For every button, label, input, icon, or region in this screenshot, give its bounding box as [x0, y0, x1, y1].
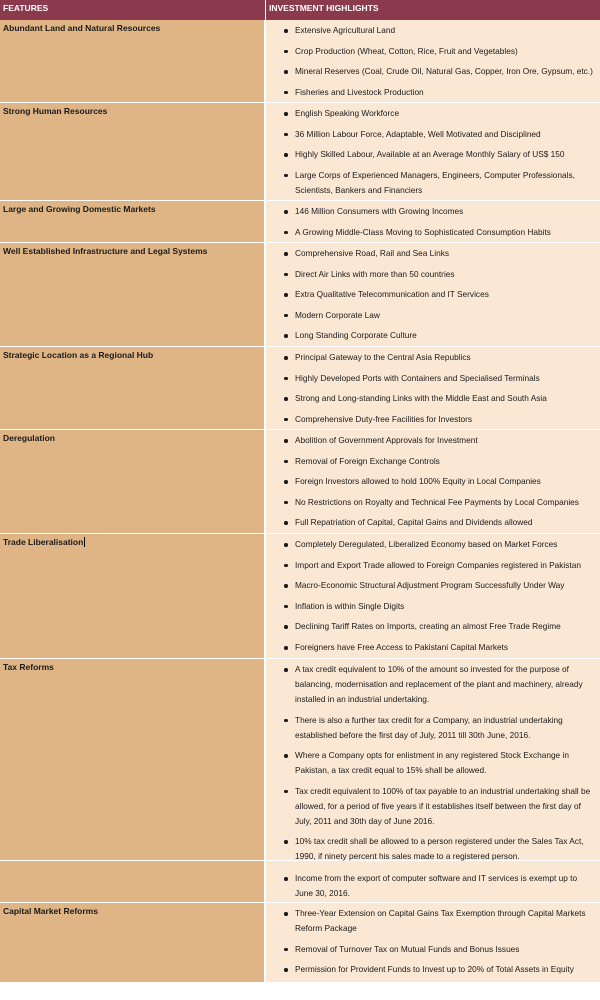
highlights-list: [266, 537, 596, 655]
highlights-cell: [266, 201, 600, 242]
highlights-cell: [266, 861, 600, 902]
feature-label: Strong Human Resources: [3, 106, 108, 116]
list-item: Fisheries and Livestock Production: [295, 85, 596, 100]
feature-cell: [0, 659, 266, 860]
text-cursor: [84, 537, 85, 547]
feature-label: Deregulation: [3, 433, 55, 443]
table-row: [0, 201, 600, 243]
highlights-cell: [266, 103, 600, 200]
list-item: Mineral Reserves (Coal, Crude Oil, Natural Gas, Copper, Iron Ore, Gypsum, etc.): [295, 64, 596, 79]
highlights-cell: [266, 430, 600, 533]
list-item: Completely Deregulated, Liberalized Economy based on Market Forces: [295, 537, 596, 552]
list-item: 146 Million Consumers with Growing Incomes: [295, 204, 596, 219]
list-item: Strong and Long-standing Links with the Middle East and South Asia: [295, 391, 596, 406]
list-item: Inflation is within Single Digits: [295, 599, 596, 614]
list-item: Declining Tariff Rates on Imports, creating an almost Free Trade Regime: [295, 619, 596, 634]
feature-label: Trade Liberalisation: [3, 537, 84, 547]
list-item: Extra Qualitative Telecommunication and IT Services: [295, 287, 596, 302]
table-body: [0, 20, 600, 983]
list-item: Three-Year Extension on Capital Gains Tax Exemption through Capital Markets Reform Package: [295, 906, 596, 936]
list-item: Principal Gateway to the Central Asia Republics: [295, 350, 596, 365]
feature-cell: [0, 861, 266, 902]
table-row: [0, 430, 600, 534]
table-row: [0, 861, 600, 903]
list-item: A Growing Middle-Class Moving to Sophisticated Consumption Habits: [295, 225, 596, 240]
list-item: Highly Skilled Labour, Available at an Average Monthly Salary of US$ 150: [295, 147, 596, 162]
list-item: Abolition of Government Approvals for Investment: [295, 433, 596, 448]
highlights-list: [266, 204, 596, 240]
feature-cell: [0, 103, 266, 200]
list-item: Full Repatriation of Capital, Capital Gains and Dividends allowed: [295, 515, 596, 530]
feature-label: Abundant Land and Natural Resources: [3, 23, 161, 33]
list-item: Permission for Provident Funds to Invest up to 20% of Total Assets in Equity: [295, 962, 596, 977]
highlights-cell: [266, 903, 600, 982]
list-item: Highly Developed Ports with Containers and Specialised Terminals: [295, 371, 596, 386]
table-row: [0, 534, 600, 659]
highlights-list: [266, 246, 596, 343]
highlights-list: [266, 662, 596, 864]
highlights-list: [266, 106, 596, 198]
list-item: English Speaking Workforce: [295, 106, 596, 121]
list-item: Comprehensive Road, Rail and Sea Links: [295, 246, 596, 261]
feature-label: Capital Market Reforms: [3, 906, 98, 916]
highlights-cell: [266, 347, 600, 429]
list-item: Large Corps of Experienced Managers, Engineers, Computer Professionals, Scientists, Bankers and Financiers: [295, 168, 596, 198]
table-header: [0, 0, 600, 20]
list-item: 10% tax credit shall be allowed to a person registered under the Sales Tax Act, 1990, if ninety percent his sales made to a registered person.: [295, 834, 596, 864]
list-item: No Restrictions on Royalty and Technical Fee Payments by Local Companies: [295, 495, 596, 510]
highlights-cell: [266, 20, 600, 102]
highlights-list: [266, 906, 596, 977]
list-item: Where a Company opts for enlistment in any registered Stock Exchange in Pakistan, a tax credit equal to 15% shall be allowed.: [295, 748, 596, 778]
feature-label: Well Established Infrastructure and Legal Systems: [3, 246, 208, 256]
list-item: Macro-Economic Structural Adjustment Program Successfully Under Way: [295, 578, 596, 593]
features-column-header: FEATURES: [0, 0, 266, 20]
list-item: Direct Air Links with more than 50 countries: [295, 267, 596, 282]
table-row: [0, 243, 600, 347]
feature-cell: [0, 201, 266, 242]
feature-cell: [0, 20, 266, 102]
highlights-cell: [266, 659, 600, 860]
table-row: [0, 347, 600, 430]
list-item: Foreign Investors allowed to hold 100% Equity in Local Companies: [295, 474, 596, 489]
feature-cell: [0, 347, 266, 429]
highlights-column-header: INVESTMENT HIGHLIGHTS: [269, 3, 379, 13]
list-item: A tax credit equivalent to 10% of the amount so invested for the purpose of balancing, modernisation and replacement of the plant and machinery, already installed in an industrial undertaking.: [295, 662, 596, 707]
table-row: [0, 103, 600, 201]
highlights-cell: [266, 243, 600, 346]
table-row: [0, 903, 600, 983]
highlights-cell: [266, 534, 600, 658]
highlights-list: [266, 433, 596, 530]
list-item: 36 Million Labour Force, Adaptable, Well Motivated and Disciplined: [295, 127, 596, 142]
list-item: Removal of Turnover Tax on Mutual Funds and Bonus Issues: [295, 942, 596, 957]
feature-label: Large and Growing Domestic Markets: [3, 204, 156, 214]
highlights-list: [266, 23, 596, 100]
list-item: Modern Corporate Law: [295, 308, 596, 323]
feature-label: Tax Reforms: [3, 662, 54, 672]
list-item: Removal of Foreign Exchange Controls: [295, 454, 596, 469]
feature-label: Strategic Location as a Regional Hub: [3, 350, 154, 360]
feature-cell: [0, 430, 266, 533]
table-row: [0, 659, 600, 861]
table-row: [0, 20, 600, 103]
list-item: Income from the export of computer software and IT services is exempt up to June 30, 2016.: [295, 871, 596, 901]
list-item: Extensive Agricultural Land: [295, 23, 596, 38]
list-item: Foreigners have Free Access to Pakistani Capital Markets: [295, 640, 596, 655]
list-item: Long Standing Corporate Culture: [295, 328, 596, 343]
list-item: Crop Production (Wheat, Cotton, Rice, Fruit and Vegetables): [295, 44, 596, 59]
highlights-list: [266, 871, 596, 901]
highlights-list: [266, 350, 596, 427]
list-item: There is also a further tax credit for a Company, an industrial undertaking established before the first day of July, 2011 till 30th June, 2016.: [295, 713, 596, 743]
feature-cell: [0, 534, 266, 658]
list-item: Comprehensive Duty-free Facilities for Investors: [295, 412, 596, 427]
feature-cell: [0, 903, 266, 982]
feature-cell: [0, 243, 266, 346]
list-item: Import and Export Trade allowed to Foreign Companies registered in Pakistan: [295, 558, 596, 573]
list-item: Tax credit equivalent to 100% of tax payable to an industrial undertaking shall be allowed, for a period of five years if it establishes itself between the first day of July, 2011 and 30th day of June 2016.: [295, 784, 596, 829]
